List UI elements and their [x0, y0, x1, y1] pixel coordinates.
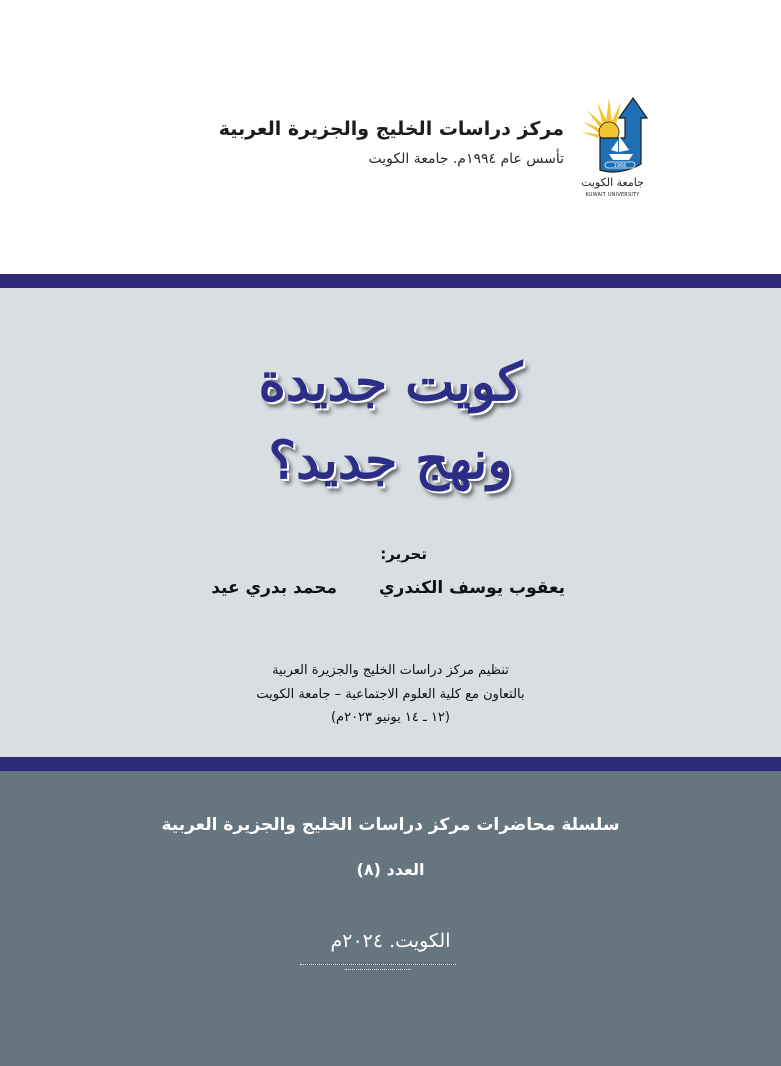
- logo-arabic-name: جامعة الكويت: [581, 176, 644, 189]
- series-title: سلسلة محاضرات مركز دراسات الخليج والجزيرة العربية: [161, 815, 620, 835]
- kuwait-university-logo: [575, 92, 650, 202]
- event-dates: (١٢ ـ ١٤ يونيو ٢٠٢٣م): [330, 710, 450, 725]
- logo-year: 1966: [613, 163, 627, 169]
- cooperation-line: بالتعاون مع كلية العلوم الاجتماعية – جامعة الكويت: [256, 687, 525, 702]
- editor-name-2: محمد بدري عيد: [211, 578, 337, 598]
- center-subtitle: تأسس عام ١٩٩٤م. جامعة الكويت: [368, 151, 564, 167]
- issue-number: العدد (٨): [356, 860, 425, 879]
- editors-label: تحرير:: [380, 545, 427, 563]
- book-title-line-1: كويت جديدة: [258, 352, 523, 413]
- organizer-line: تنظيم مركز دراسات الخليج والجزيرة العربية: [272, 663, 509, 678]
- place-and-year: الكويت. ٢٠٢٤م: [330, 930, 451, 952]
- editor-name-1: يعقوب يوسف الكندري: [378, 578, 565, 598]
- university-emblem-icon: [575, 92, 650, 176]
- center-name: مركز دراسات الخليج والجزيرة العربية: [218, 118, 564, 140]
- decorative-divider-short: [345, 969, 411, 970]
- decorative-divider: [300, 964, 456, 965]
- book-title-line-2: ونهج جديد؟: [268, 430, 513, 491]
- bottom-navy-band: [0, 757, 781, 771]
- logo-english-name: KUWAIT UNIVERSITY: [585, 192, 640, 198]
- top-navy-band: [0, 274, 781, 288]
- header: [0, 0, 781, 274]
